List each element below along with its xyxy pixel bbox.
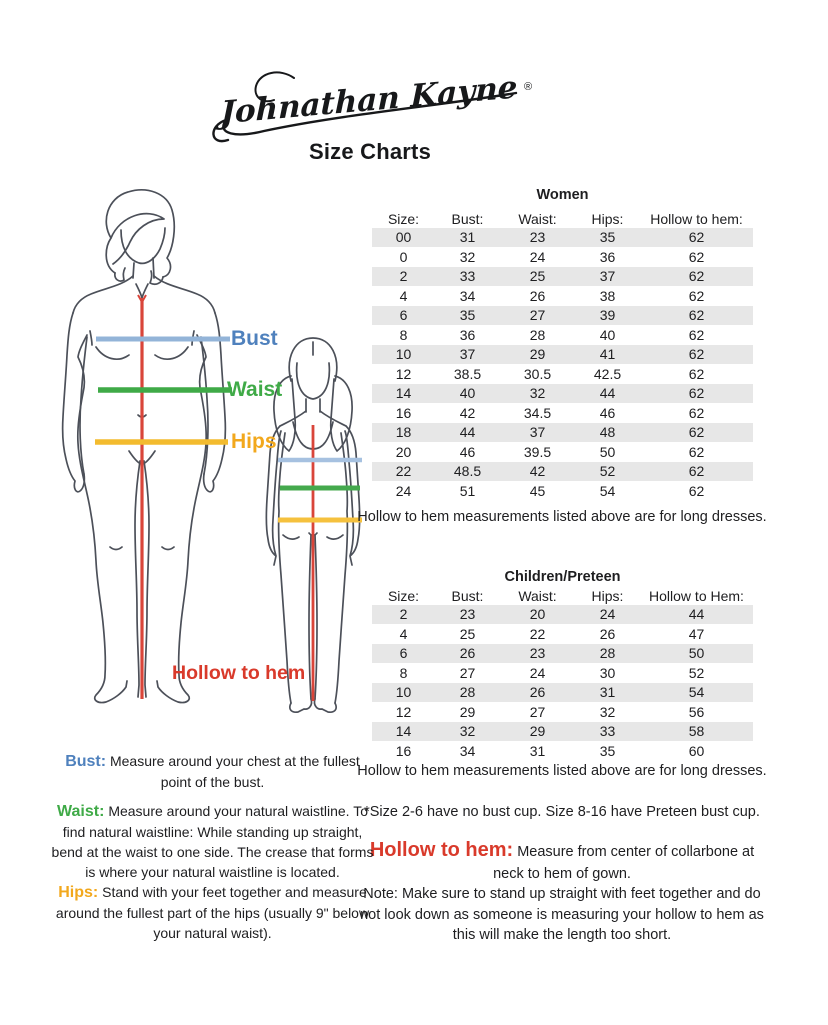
table-cell: 14 xyxy=(395,385,412,402)
table-row xyxy=(372,345,753,365)
table-cell: 62 xyxy=(688,404,705,421)
table-cell: 60 xyxy=(688,742,705,759)
table-cell: 24 xyxy=(395,482,412,499)
table-cell: 37 xyxy=(459,346,476,363)
table-cell: 50 xyxy=(688,645,705,662)
table-cell: 12 xyxy=(395,365,412,382)
table-cell: 30 xyxy=(599,664,616,681)
bust-definition-label: Bust: xyxy=(65,753,107,770)
table-cell: 32 xyxy=(599,703,616,720)
table-cell: 23 xyxy=(529,645,546,662)
table-cell: 42 xyxy=(529,463,546,480)
brand-name: Johnathan Kayne xyxy=(220,69,518,132)
table-row xyxy=(372,663,753,683)
table-row xyxy=(372,722,753,742)
table-cell: 30.5 xyxy=(523,365,552,382)
table-cell: 16 xyxy=(395,742,412,759)
women-table-note: Hollow to hem measurements listed above are for long dresses. xyxy=(357,509,767,525)
table-cell: 62 xyxy=(688,268,705,285)
table-cell: 24 xyxy=(529,248,546,265)
measurement-definitions xyxy=(50,751,375,943)
women-table-title: Women xyxy=(536,187,589,203)
table-cell: 31 xyxy=(599,684,616,701)
table-row xyxy=(372,384,753,404)
table-cell: 62 xyxy=(688,307,705,324)
table-cell: 28 xyxy=(459,684,476,701)
table-cell: 36 xyxy=(459,326,476,343)
table-cell: 31 xyxy=(529,742,546,759)
table-cell: 52 xyxy=(599,463,616,480)
table-cell: 29 xyxy=(529,346,546,363)
bust-label: Bust xyxy=(231,327,278,350)
table-cell: 10 xyxy=(395,346,412,363)
table-cell: 37 xyxy=(599,268,616,285)
table-cell: 50 xyxy=(599,443,616,460)
table-cell: 44 xyxy=(459,424,476,441)
table-cell: 33 xyxy=(459,268,476,285)
table-cell: 8 xyxy=(399,326,408,343)
table-cell: 25 xyxy=(459,625,476,642)
table-cell: 44 xyxy=(599,385,616,402)
table-cell: 40 xyxy=(599,326,616,343)
table-cell: 34 xyxy=(459,742,476,759)
table-cell: 14 xyxy=(395,723,412,740)
waist-definition-text: Measure around your natural waistline. To find natural waistline: While standing up straight, bend at the waist to one side. The crease that forms is where your natural waistline is located. xyxy=(51,803,374,880)
table-cell: 35 xyxy=(599,742,616,759)
table-cell: 34.5 xyxy=(523,404,552,421)
table-row xyxy=(372,423,753,443)
table-cell: 26 xyxy=(529,684,546,701)
table-cell: 46 xyxy=(599,404,616,421)
table-row xyxy=(372,325,753,345)
table-row xyxy=(372,403,753,423)
table-cell: Hollow to Hem: xyxy=(649,587,744,604)
hips-definition xyxy=(50,882,375,943)
table-cell: 36 xyxy=(599,248,616,265)
table-cell: 27 xyxy=(529,703,546,720)
table-row xyxy=(372,481,753,501)
table-cell: 58 xyxy=(688,723,705,740)
table-cell: 26 xyxy=(529,287,546,304)
table-cell: 62 xyxy=(688,287,705,304)
table-cell: 51 xyxy=(459,482,476,499)
table-cell: 47 xyxy=(688,625,705,642)
table-cell: 48 xyxy=(599,424,616,441)
table-cell: 62 xyxy=(688,365,705,382)
hollow-to-hem-definition-label: Hollow to hem: xyxy=(369,839,514,861)
hips-definition-label: Hips: xyxy=(58,884,99,901)
table-cell: 62 xyxy=(688,482,705,499)
table-cell: 32 xyxy=(459,248,476,265)
page-title: Size Charts xyxy=(308,139,432,164)
table-cell: 28 xyxy=(529,326,546,343)
table-cell: 46 xyxy=(459,443,476,460)
children-table-title: Children/Preteen xyxy=(504,569,621,585)
table-row xyxy=(372,286,753,306)
waist-label: Waist xyxy=(227,378,283,401)
bust-cup-note: *Size 2-6 have no bust cup. Size 8-16 have Preteen bust cup. xyxy=(364,804,760,820)
registered-mark: ® xyxy=(524,81,533,93)
table-cell: 0 xyxy=(399,248,408,265)
table-cell: 42 xyxy=(459,404,476,421)
table-cell: Hips: xyxy=(591,587,624,604)
table-cell: 16 xyxy=(395,404,412,421)
table-row xyxy=(372,306,753,326)
table-cell: 24 xyxy=(599,606,616,623)
table-cell: 29 xyxy=(529,723,546,740)
women-size-table xyxy=(372,210,753,501)
table-cell: 62 xyxy=(688,248,705,265)
waist-definition xyxy=(50,801,375,882)
table-cell: 24 xyxy=(529,664,546,681)
table-row xyxy=(372,442,753,462)
table-row xyxy=(372,702,753,722)
hollow-to-hem-label: Hollow to hem xyxy=(172,662,306,684)
table-cell: 44 xyxy=(688,606,705,623)
table-cell: 41 xyxy=(599,346,616,363)
table-header-row xyxy=(372,587,753,605)
table-cell: 2 xyxy=(399,268,408,285)
table-cell: 32 xyxy=(459,723,476,740)
table-cell: 38 xyxy=(599,287,616,304)
table-cell: 18 xyxy=(395,424,412,441)
table-cell: 27 xyxy=(459,664,476,681)
table-cell: 26 xyxy=(599,625,616,642)
table-row xyxy=(372,247,753,267)
table-cell: Hips: xyxy=(591,210,624,227)
table-header-row xyxy=(372,210,753,228)
table-cell: 31 xyxy=(459,229,476,246)
table-cell: 25 xyxy=(529,268,546,285)
table-row xyxy=(372,228,753,248)
table-cell: Waist: xyxy=(518,210,557,227)
table-cell: 10 xyxy=(395,684,412,701)
table-cell: 4 xyxy=(399,287,408,304)
table-cell: 56 xyxy=(688,703,705,720)
table-row xyxy=(372,267,753,287)
table-cell: Hollow to hem: xyxy=(650,210,743,227)
table-row xyxy=(372,644,753,664)
table-cell: 2 xyxy=(399,606,408,623)
table-cell: 39 xyxy=(599,307,616,324)
hollow-measuring-note: Note: Make sure to stand up straight with feet together and do not look down as someone is measuring your hollow to hem as this will make the length too short. xyxy=(360,886,764,943)
table-cell: 29 xyxy=(459,703,476,720)
table-cell: 62 xyxy=(688,346,705,363)
table-cell: 20 xyxy=(529,606,546,623)
table-row xyxy=(372,741,753,761)
table-cell: 4 xyxy=(399,625,408,642)
table-row xyxy=(372,462,753,482)
bust-definition xyxy=(50,751,375,792)
children-table-note: Hollow to hem measurements listed above are for long dresses. xyxy=(357,763,767,779)
table-cell: 38.5 xyxy=(453,365,482,382)
table-row xyxy=(372,683,753,703)
table-cell: 12 xyxy=(395,703,412,720)
hips-label: Hips xyxy=(231,430,277,453)
table-cell: 54 xyxy=(688,684,705,701)
table-cell: 62 xyxy=(688,463,705,480)
table-cell: 48.5 xyxy=(453,463,482,480)
table-cell: Waist: xyxy=(518,587,557,604)
table-cell: Bust: xyxy=(451,587,484,604)
table-cell: 34 xyxy=(459,287,476,304)
table-cell: 62 xyxy=(688,443,705,460)
table-cell: Bust: xyxy=(451,210,484,227)
table-cell: 42.5 xyxy=(593,365,622,382)
table-cell: 35 xyxy=(459,307,476,324)
table-cell: 62 xyxy=(688,385,705,402)
table-cell: Size: xyxy=(387,587,420,604)
bust-definition-text: Measure around your chest at the fullest point of the bust. xyxy=(109,753,360,790)
table-cell: 6 xyxy=(399,307,408,324)
table-cell: 62 xyxy=(688,326,705,343)
table-cell: 35 xyxy=(599,229,616,246)
table-cell: 20 xyxy=(395,443,412,460)
table-cell: 37 xyxy=(529,424,546,441)
table-cell: 6 xyxy=(399,645,408,662)
waist-definition-label: Waist: xyxy=(57,803,105,820)
table-cell: 62 xyxy=(688,229,705,246)
table-cell: 33 xyxy=(599,723,616,740)
table-cell: 40 xyxy=(459,385,476,402)
hips-definition-text: Stand with your feet together and measure around the fullest part of the hips (usually 9" below your natural waist). xyxy=(55,884,370,941)
table-cell: Size: xyxy=(387,210,420,227)
table-cell: 8 xyxy=(399,664,408,681)
table-cell: 23 xyxy=(529,229,546,246)
table-row xyxy=(372,364,753,384)
table-row xyxy=(372,624,753,644)
children-size-table xyxy=(372,587,753,761)
table-cell: 23 xyxy=(459,606,476,623)
table-row xyxy=(372,605,753,625)
table-cell: 45 xyxy=(529,482,546,499)
table-cell: 52 xyxy=(688,664,705,681)
hollow-to-hem-definition xyxy=(362,839,762,885)
table-cell: 00 xyxy=(395,229,412,246)
table-cell: 27 xyxy=(529,307,546,324)
table-cell: 54 xyxy=(599,482,616,499)
table-cell: 28 xyxy=(599,645,616,662)
table-cell: 32 xyxy=(529,385,546,402)
table-cell: 22 xyxy=(529,625,546,642)
table-cell: 39.5 xyxy=(523,443,552,460)
table-cell: 62 xyxy=(688,424,705,441)
table-cell: 22 xyxy=(395,463,412,480)
hollow-to-hem-definition-text: Measure from center of collarbone at neck to hem of gown. xyxy=(493,844,755,882)
woman-figure xyxy=(63,190,226,703)
table-cell: 26 xyxy=(459,645,476,662)
